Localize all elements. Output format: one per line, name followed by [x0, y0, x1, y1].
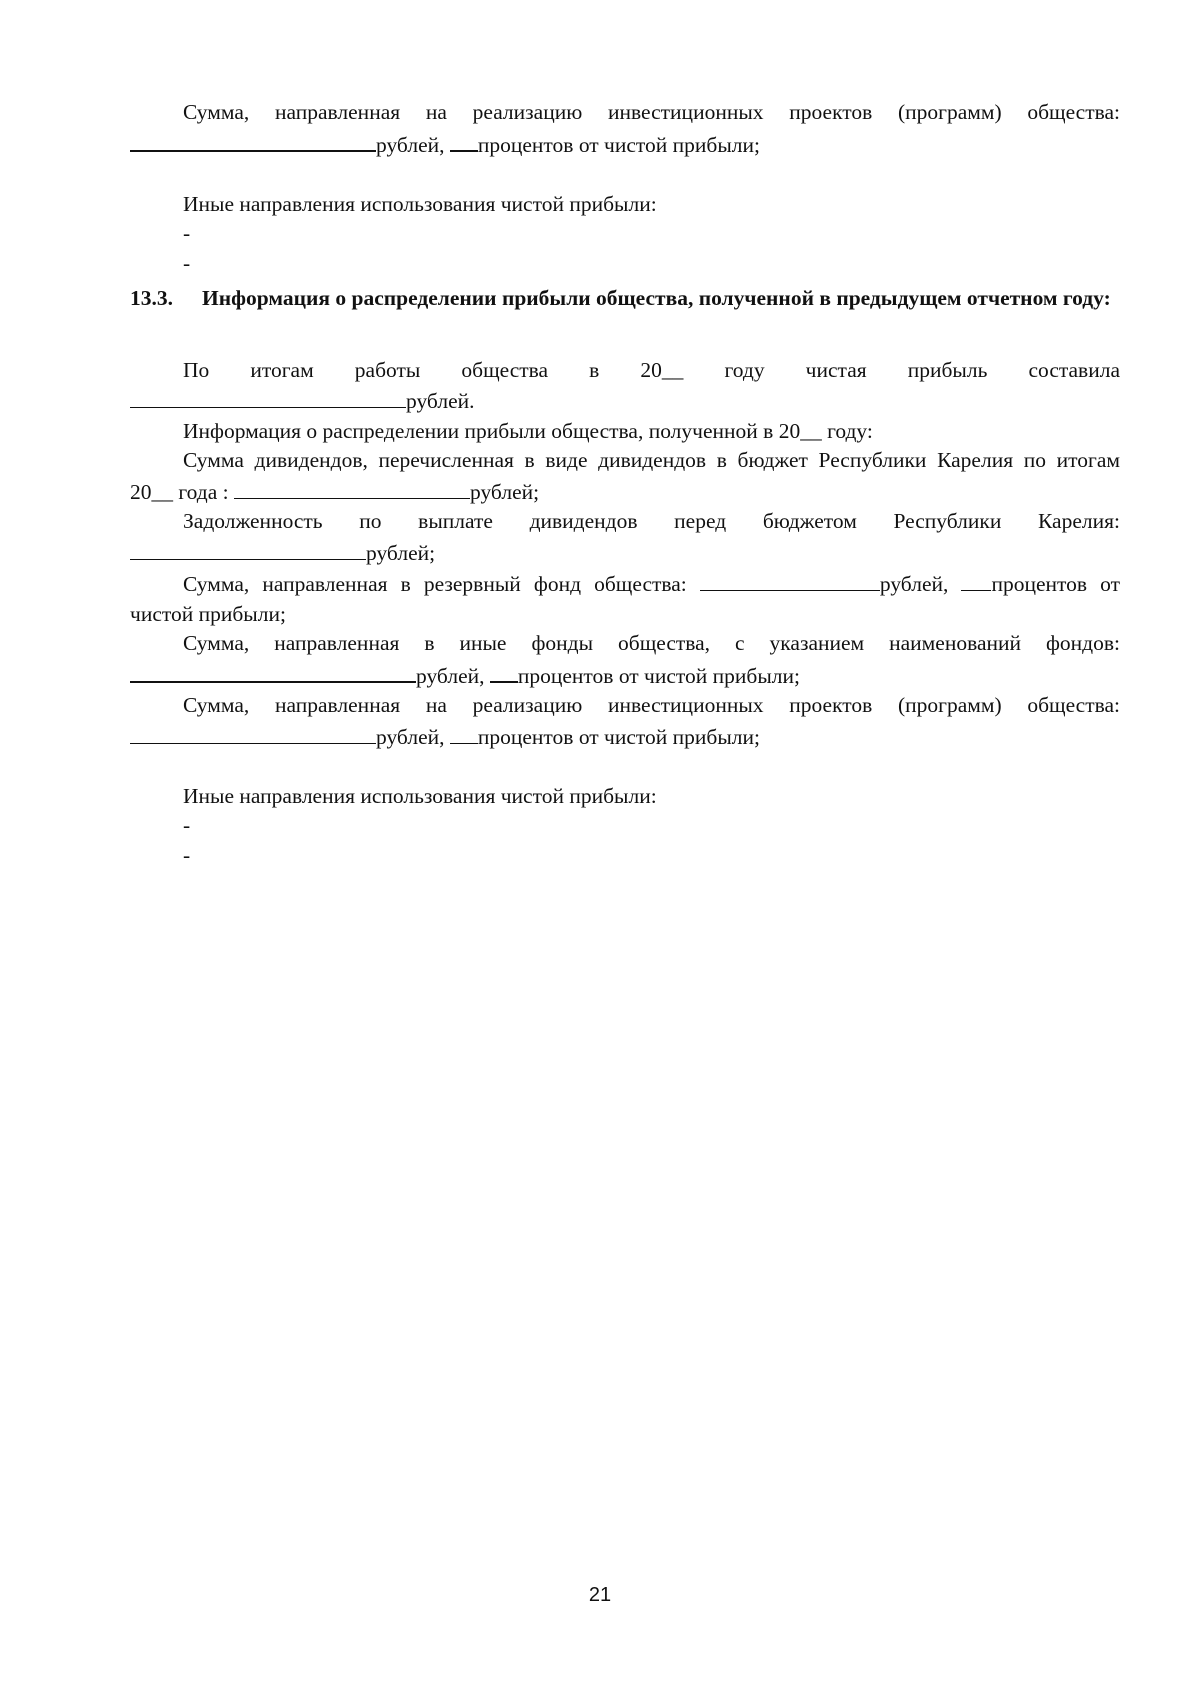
result-fill-line: рублей. [130, 385, 1120, 417]
debt-paragraph: Задолженность по выплате дивидендов перед бюджетом Республики Карелия: [183, 509, 1120, 533]
info-line: Информация о распределении прибыли общества, полученной в 20__ году: [183, 418, 873, 443]
page-number: 21 [588, 1584, 612, 1606]
document-page [130, 98, 1120, 870]
section-title: Информация о распределении прибыли общества, полученной в предыдущем отчетном году: [202, 286, 1111, 310]
funds-fill-line: рублей, процентов от чистой прибыли; [130, 659, 1120, 692]
dash-item: - [183, 842, 191, 867]
dividends-paragraph: Сумма дивидендов, перечисленная в виде дивидендов в бюджет Республики Карелия по итогам [183, 448, 1120, 472]
section-number: 13.3. [130, 286, 173, 310]
funds-amount-blank[interactable] [130, 659, 416, 683]
invest-amount-blank[interactable] [130, 128, 376, 152]
invest2-percent-blank[interactable] [450, 721, 478, 744]
reserve-tail: чистой прибыли; [130, 601, 286, 626]
funds-paragraph: Сумма, направленная в иные фонды общества, с указанием наименований фондов: [183, 631, 1120, 655]
invest-paragraph: Сумма, направленная на реализацию инвестиционных проектов (программ) общества: [183, 100, 1120, 124]
other-uses-title-2: Иные направления использования чистой прибыли: [183, 783, 657, 808]
invest2-fill-line: рублей, процентов от чистой прибыли; [130, 721, 1120, 753]
funds-percent-blank[interactable] [490, 659, 518, 683]
dash-item: - [183, 813, 191, 837]
invest2-amount-blank[interactable] [130, 721, 376, 744]
debt-fill-line: рублей; [130, 537, 1120, 569]
dash-item: - [183, 221, 191, 245]
section-heading [130, 284, 1120, 314]
dividends-amount-blank[interactable] [234, 476, 470, 499]
reserve-paragraph: Сумма, направленная в резервный фонд общества: рублей, процентов от [130, 568, 1120, 600]
debt-amount-blank[interactable] [130, 537, 366, 560]
other-uses-title: Иные направления использования чистой прибыли: [183, 191, 657, 216]
reserve-amount-blank[interactable] [700, 568, 880, 591]
result-paragraph: По итогам работы общества в 20__ году чистая прибыль составила [183, 357, 1120, 382]
invest2-paragraph: Сумма, направленная на реализацию инвестиционных проектов (программ) общества: [183, 693, 1120, 717]
reserve-percent-blank[interactable] [961, 568, 991, 591]
invest-percent-blank[interactable] [450, 128, 478, 152]
invest-fill-line: рублей, процентов от чистой прибыли; [130, 128, 1120, 161]
result-amount-blank[interactable] [130, 385, 406, 408]
dividends-fill-line: 20__ года : рублей; [130, 476, 1120, 508]
dash-item: - [183, 250, 191, 275]
